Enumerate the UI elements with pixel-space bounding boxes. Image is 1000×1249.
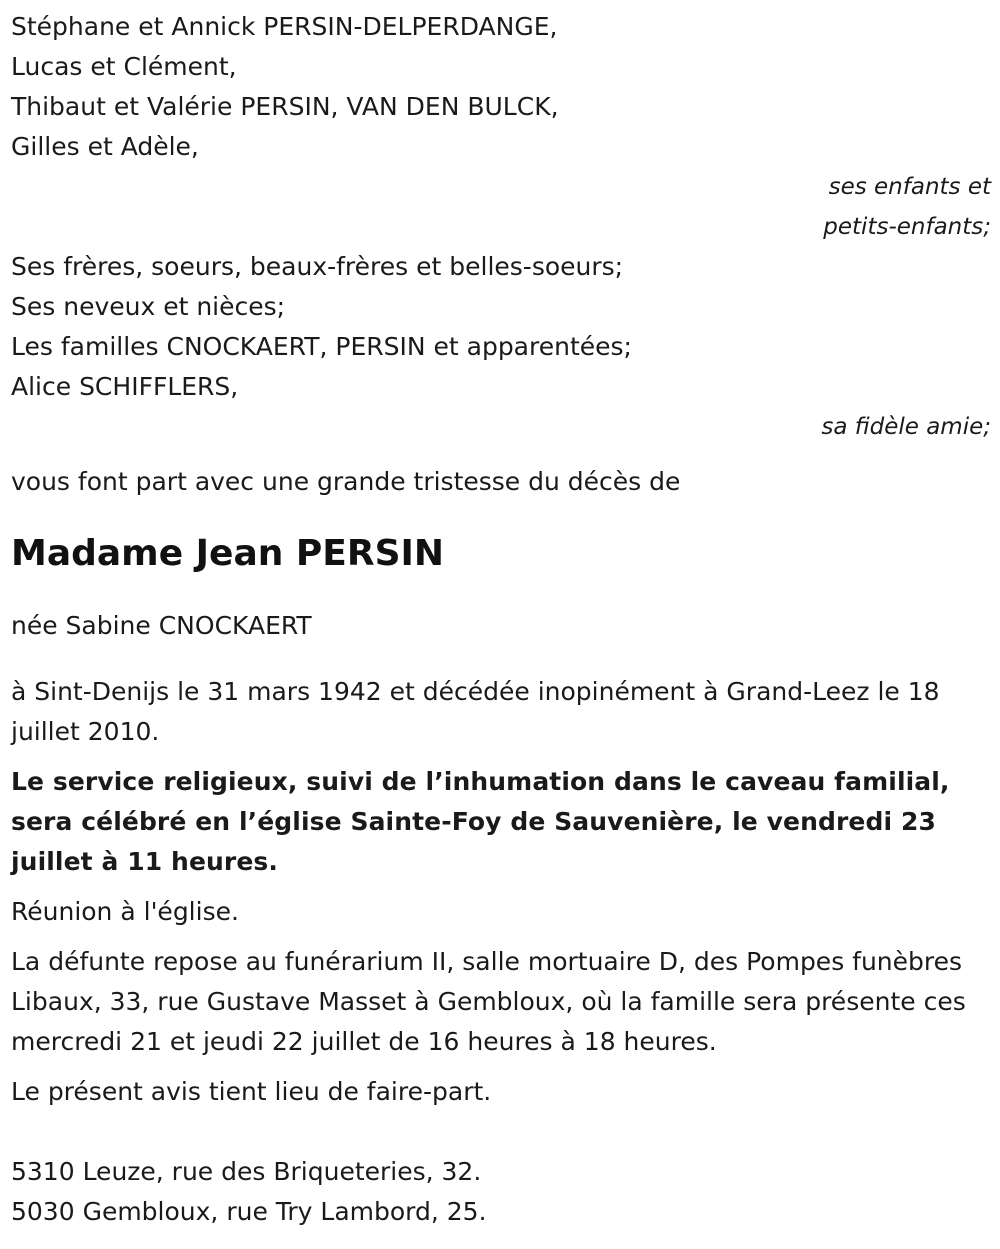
family-line-5: Ses frères, soeurs, beaux-frères et belles-soeurs;	[11, 252, 624, 281]
family-line-4: Gilles et Adèle,	[11, 132, 199, 161]
address-2: 5030 Gembloux, rue Try Lambord, 25.	[11, 1197, 487, 1226]
spacer	[11, 932, 991, 942]
deceased-name: Madame Jean PERSIN	[11, 533, 445, 574]
maiden-name: née Sabine CNOCKAERT	[11, 611, 312, 640]
service-info: Le service religieux, suivi de l’inhumation dans le caveau familial, sera célébré en l’église Sainte-Foy de Sauvenière, le vendredi 23 juillet à 11 heures.	[11, 767, 950, 876]
role-friend-line: sa fidèle amie;	[821, 414, 991, 440]
spacer	[11, 1062, 991, 1072]
family-line-6: Ses neveux et nièces;	[11, 292, 286, 321]
notice-text: Le présent avis tient lieu de faire-part.	[11, 1077, 492, 1106]
family-line-8: Alice SCHIFFLERS,	[11, 372, 239, 401]
spacer	[11, 1112, 991, 1152]
announcement-text: vous font part avec une grande tristesse du décès de	[11, 467, 681, 496]
address-1: 5310 Leuze, rue des Briqueteries, 32.	[11, 1157, 482, 1186]
spacer	[11, 882, 991, 892]
birth-death-info: à Sint-Denijs le 31 mars 1942 et décédée inopinément à Grand-Leez le 18 juillet 2010.	[11, 677, 940, 746]
family-line-1: Stéphane et Annick PERSIN-DELPERDANGE,	[11, 12, 558, 41]
family-line-7: Les familles CNOCKAERT, PERSIN et apparentées;	[11, 332, 632, 361]
family-line-3: Thibaut et Valérie PERSIN, VAN DEN BULCK,	[11, 92, 559, 121]
meeting-info: Réunion à l'église.	[11, 897, 239, 926]
spacer	[11, 502, 991, 528]
family-line-2: Lucas et Clément,	[11, 52, 237, 81]
spacer	[11, 580, 991, 606]
repose-info: La défunte repose au funérarium II, salle mortuaire D, des Pompes funèbres Libaux, 33, rue Gustave Masset à Gembloux, où la famille sera présente ces mercredi 21 et jeudi 22 juillet de 16 heures à 18 heures.	[11, 947, 966, 1056]
spacer	[11, 752, 991, 762]
death-notice	[11, 7, 991, 1232]
spacer	[11, 447, 991, 462]
role-children-line: ses enfants et	[828, 174, 991, 200]
role-grandchildren-line: petits-enfants;	[823, 214, 991, 240]
spacer	[11, 646, 991, 672]
